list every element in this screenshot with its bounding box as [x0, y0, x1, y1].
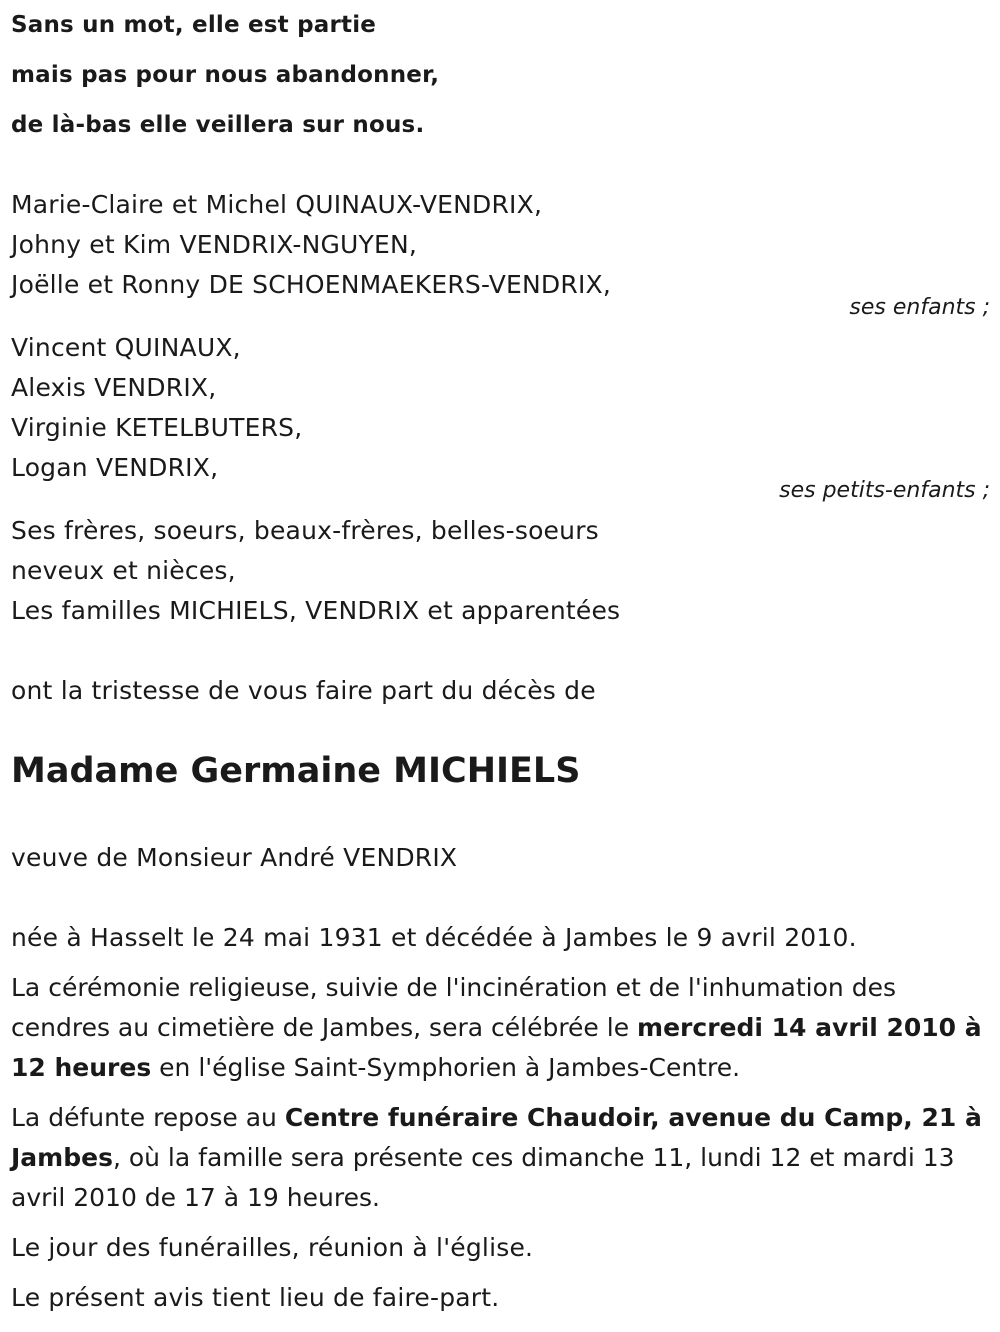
- repose-place: Centre funéraire Chaudoir, avenue du Camp, 21 à Jambes: [11, 1103, 982, 1172]
- repose-paragraph: [11, 1098, 983, 1218]
- child-entry: Johny et Kim VENDRIX-NGUYEN,: [11, 230, 418, 259]
- relatives-line: neveux et nièces,: [11, 556, 236, 585]
- relatives-line: Ses frères, soeurs, beaux-frères, belles-soeurs: [11, 516, 599, 545]
- ceremony-text-2: en l'église Saint-Symphorien à Jambes-Centre.: [151, 1053, 741, 1082]
- ceremony-text-1: La cérémonie religieuse, suivie de l'incinération et de l'inhumation des cendres au cimetière de Jambes, sera célébrée le: [11, 973, 896, 1042]
- grandchildren-role: ses petits-enfants ;: [779, 478, 990, 503]
- widow-of-text: veuve de Monsieur André VENDRIX: [11, 843, 458, 872]
- grandchild-entry: Alexis VENDRIX,: [11, 373, 217, 402]
- deceased-name: Madame Germaine MICHIELS: [11, 751, 581, 791]
- grandchild-entry: Vincent QUINAUX,: [11, 333, 241, 362]
- grandchild-entry: Logan VENDRIX,: [11, 453, 219, 482]
- ceremony-paragraph: [11, 968, 983, 1088]
- announcement-text: ont la tristesse de vous faire part du décès de: [11, 676, 596, 705]
- poem-line-1: Sans un mot, elle est partie: [11, 12, 377, 38]
- meeting-text: Le jour des funérailles, réunion à l'église.: [11, 1233, 534, 1262]
- grandchild-entry: Virginie KETELBUTERS,: [11, 413, 303, 442]
- birth-death-text: née à Hasselt le 24 mai 1931 et décédée à Jambes le 9 avril 2010.: [11, 923, 857, 952]
- child-entry: Joëlle et Ronny DE SCHOENMAEKERS-VENDRIX,: [11, 270, 611, 299]
- poem-line-2: mais pas pour nous abandonner,: [11, 62, 440, 88]
- ceremony-date: mercredi 14 avril 2010 à 12 heures: [11, 1013, 982, 1082]
- notice-text: Le présent avis tient lieu de faire-part.: [11, 1283, 500, 1312]
- repose-text-1: La défunte repose au: [11, 1103, 285, 1132]
- relatives-line: Les familles MICHIELS, VENDRIX et apparentées: [11, 596, 621, 625]
- poem-line-3: de là-bas elle veillera sur nous.: [11, 112, 425, 138]
- child-entry: Marie-Claire et Michel QUINAUX-VENDRIX,: [11, 190, 543, 219]
- children-role: ses enfants ;: [849, 295, 990, 320]
- repose-text-2: , où la famille sera présente ces dimanche 11, lundi 12 et mardi 13 avril 2010 de 17 à 19 heures.: [11, 1143, 955, 1212]
